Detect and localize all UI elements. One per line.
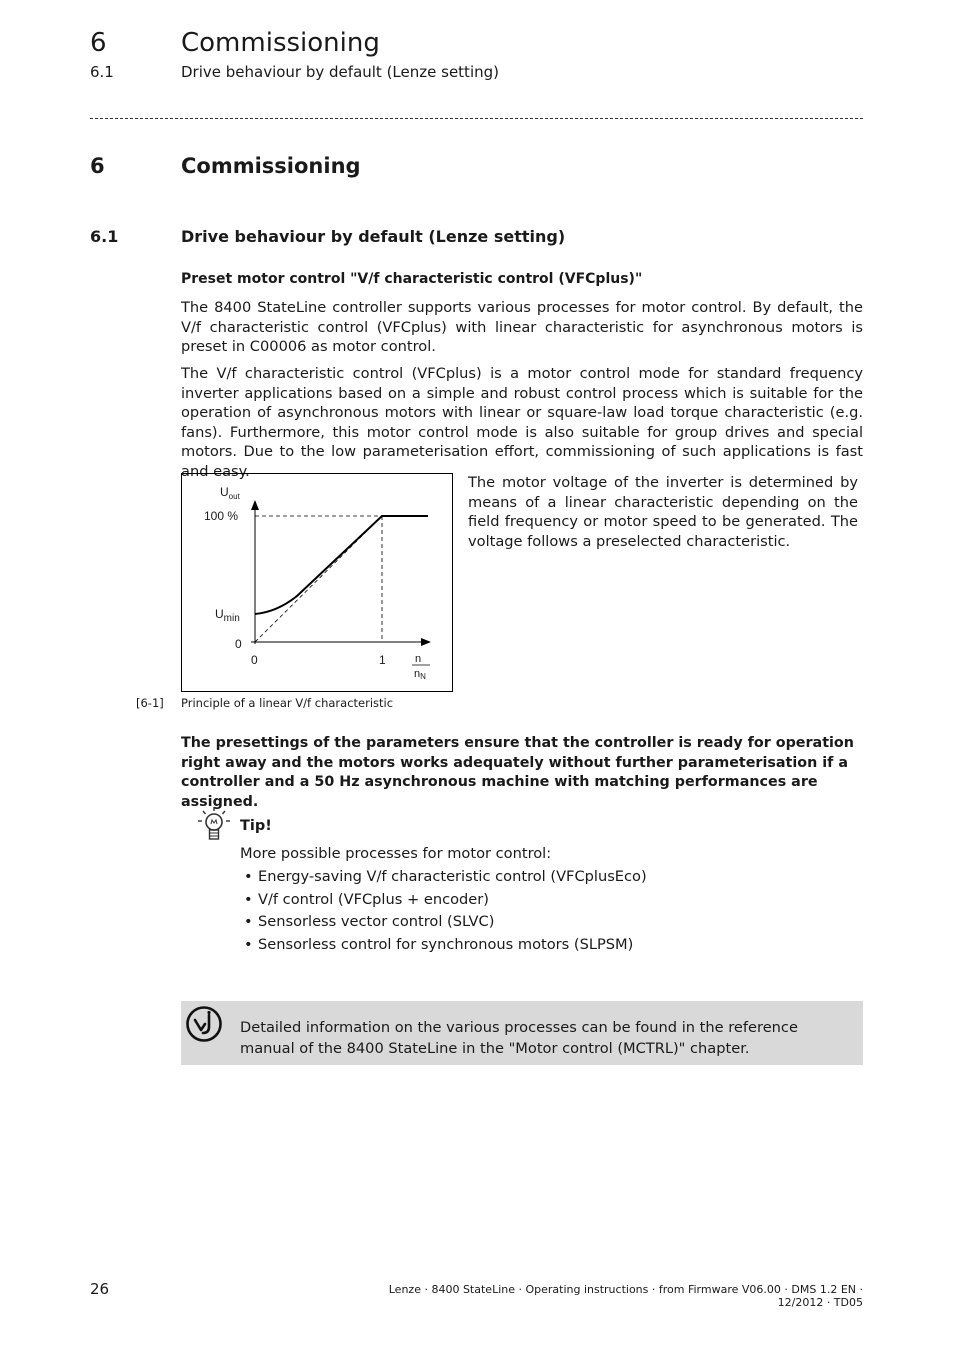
bullet: • <box>244 935 253 953</box>
page-number: 26 <box>90 1280 110 1298</box>
vf-characteristic-figure <box>181 473 453 692</box>
fraction-numerator: n <box>415 653 422 665</box>
lightbulb-icon <box>196 806 232 842</box>
emphasis-paragraph: The presettings of the parameters ensure that the controller is ready for operation right away and the motors works adequately without further parameterisation if a controller and a 50 Hz asynchronous machine with matching performances are assigned. <box>181 735 854 810</box>
info-text: Detailed information on the various processes can be found in the reference manual of the 8400 StateLine in the "Motor control (MCTRL)" chapter. <box>240 1019 798 1057</box>
list-item-text: V/f control (VFCplus + encoder) <box>258 890 489 908</box>
paragraph: The V/f characteristic control (VFCplus) is a motor control mode for standard frequency inverter applications based on a simple and robust control process which is suitable for the operation of asynchronous motors with linear or square-law load torque characteristic (e.g. fans). Furthermore, this motor control mode is also suitable for group drives and special motors. Due to the low parameterisation effort, commissioning of such applications is fast and easy. <box>181 365 863 480</box>
header-section-title: Drive behaviour by default (Lenze setting) <box>181 63 499 81</box>
list-item <box>244 866 647 889</box>
bullet: • <box>244 890 253 908</box>
header-divider <box>90 118 863 119</box>
paragraph: The 8400 StateLine controller supports various processes for motor control. By default, the V/f characteristic control (VFCplus) with linear characteristic for asynchronous motors is preset in C00006 as motor control. <box>181 299 863 355</box>
header-chapter-title: Commissioning <box>181 28 380 58</box>
header-section-number: 6.1 <box>90 63 114 81</box>
section-heading: Drive behaviour by default (Lenze setting) <box>181 227 566 246</box>
x-axis-arrow <box>421 638 431 646</box>
chapter-number: 6 <box>90 154 105 178</box>
y-zero-label: 0 <box>235 637 242 651</box>
list-item-text: Sensorless vector control (SLVC) <box>258 913 495 930</box>
list-item <box>244 911 647 934</box>
tip-label: Tip! <box>240 818 272 834</box>
fraction-denominator: nN <box>414 668 426 681</box>
figure-caption: Principle of a linear V/f characteristic <box>181 696 394 710</box>
y-axis-arrow <box>251 500 259 510</box>
u-min-label: $U_{min}$ <box>215 607 240 624</box>
figure-caption-number: [6-1] <box>136 696 164 710</box>
x-one-label: 1 <box>379 653 386 667</box>
tip-list <box>244 866 647 956</box>
percent-label: 100 % <box>204 509 239 523</box>
u-out-label: $U_{out}$ <box>220 485 240 501</box>
subheading: Preset motor control "V/f characteristic control (VFCplus)" <box>181 271 643 287</box>
list-item <box>244 934 647 957</box>
list-item-text: Sensorless control for synchronous motors (SLPSM) <box>258 935 634 953</box>
x-zero-label: 0 <box>251 653 258 667</box>
figure-side-text: The motor voltage of the inverter is determined by means of a linear characteristic depending on the field frequency or motor speed to be generated. The voltage follows a preselected characteristic. <box>468 474 858 550</box>
bullet: • <box>244 913 253 930</box>
chapter-heading: Commissioning <box>181 154 361 178</box>
tip-intro: More possible processes for motor control: <box>240 845 552 862</box>
section-number: 6.1 <box>90 227 119 246</box>
footer-text: Lenze · 8400 StateLine · Operating instructions · from Firmware V06.00 · DMS 1.2 EN · 12/2012 · TD05 <box>388 1283 863 1309</box>
bullet: • <box>244 868 253 885</box>
reference-manual-icon <box>185 1005 223 1043</box>
list-item <box>244 889 647 912</box>
list-item-text: Energy-saving V/f characteristic control (VFCplusEco) <box>258 868 647 885</box>
header-chapter-number: 6 <box>90 28 107 58</box>
vf-characteristic-diagram <box>182 474 454 693</box>
vf-curve <box>255 516 428 614</box>
